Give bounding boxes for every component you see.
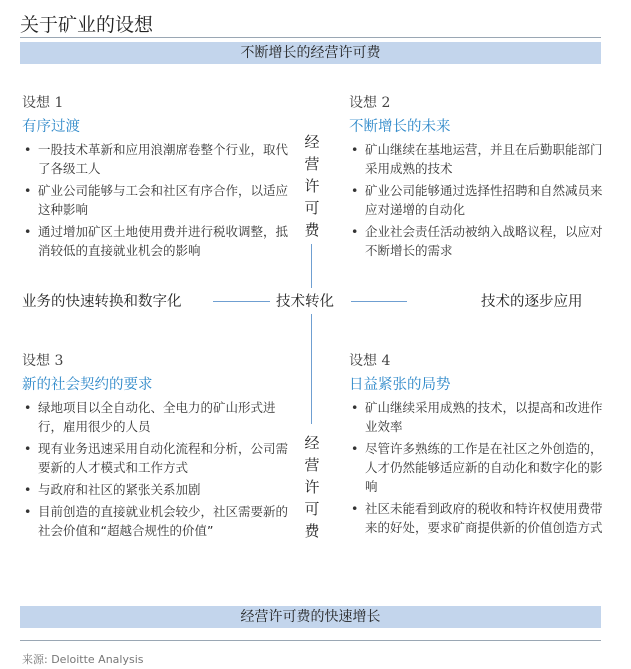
list-item: • 一股技术革新和应用浪潮席卷整个行业，取代了各级工人 — [22, 140, 292, 178]
vertical-char: 费 — [304, 522, 320, 540]
vertical-char: 许 — [304, 478, 320, 496]
quadrant-2 — [349, 92, 607, 263]
list-item: • 目前创造的直接就业机会较少，社区需要新的社会价值和“超越合规性的价值” — [22, 502, 292, 540]
axis-left-label: 业务的快速转换和数字化 — [22, 294, 182, 310]
quadrant-2-title: 不断增长的未来 — [349, 119, 451, 135]
axis-vertical-upper — [311, 244, 312, 288]
list-item: • 企业社会责任活动被纳入战略议程，以应对不断增长的需求 — [349, 222, 607, 260]
source-note: 来源: Deloitte Analysis — [22, 653, 144, 666]
quadrant-2-heading: 设想 2 — [349, 95, 391, 111]
quadrant-4-heading: 设想 4 — [349, 353, 391, 369]
quadrant-1-heading: 设想 1 — [22, 95, 64, 111]
quadrant-4 — [349, 350, 607, 540]
quadrant-4-list — [349, 398, 607, 537]
list-item: • 矿业公司能够与工会和社区有序合作，以适应这种影响 — [22, 181, 292, 219]
quadrant-1-title: 有序过渡 — [22, 119, 80, 135]
source-divider — [20, 640, 601, 641]
list-item: • 矿山继续采用成熟的技术，以提高和改进作业效率 — [349, 398, 607, 436]
list-item: • 现有业务迅速采用自动化流程和分析，公司需要新的人才模式和工作方式 — [22, 439, 292, 477]
page-title: 关于矿业的设想 — [20, 14, 154, 36]
title-divider — [20, 37, 601, 38]
axis-horizontal-left — [213, 301, 270, 302]
quadrant-3 — [22, 350, 292, 543]
quadrant-3-heading: 设想 3 — [22, 353, 64, 369]
vertical-char: 营 — [304, 155, 320, 173]
list-item: • 社区未能看到政府的税收和特许权使用费带来的好处，要求矿商提供新的价值创造方式 — [349, 499, 607, 537]
axis-center-label: 技术转化 — [276, 294, 334, 310]
axis-vertical-lower — [311, 314, 312, 424]
quadrant-1 — [22, 92, 292, 263]
vertical-char: 经 — [304, 133, 320, 151]
vertical-label-bottom — [300, 432, 324, 542]
vertical-char: 可 — [304, 199, 320, 217]
vertical-char: 许 — [304, 177, 320, 195]
quadrant-3-list — [22, 398, 292, 540]
quadrant-2-list — [349, 140, 607, 260]
top-band: 不断增长的经营许可费 — [20, 42, 601, 64]
list-item: • 尽管许多熟练的工作是在社区之外创造的，人才仍然能够适应新的自动化和数字化的影响 — [349, 439, 607, 496]
quadrant-1-list — [22, 140, 292, 260]
axis-horizontal-right — [351, 301, 407, 302]
list-item: • 矿业公司能够通过选择性招聘和自然减员来应对递增的自动化 — [349, 181, 607, 219]
vertical-label-top — [300, 131, 324, 241]
list-item: • 矿山继续在基地运营，并且在后勤职能部门采用成熟的技术 — [349, 140, 607, 178]
vertical-char: 经 — [304, 434, 320, 452]
vertical-char: 营 — [304, 456, 320, 474]
quadrant-3-title: 新的社会契约的要求 — [22, 377, 153, 393]
list-item: • 与政府和社区的紧张关系加剧 — [22, 480, 292, 499]
bottom-band: 经营许可费的快速增长 — [20, 606, 601, 628]
vertical-char: 费 — [304, 221, 320, 239]
list-item: • 通过增加矿区土地使用费并进行税收调整，抵消较低的直接就业机会的影响 — [22, 222, 292, 260]
axis-right-label: 技术的逐步应用 — [481, 294, 583, 310]
vertical-char: 可 — [304, 500, 320, 518]
list-item: • 绿地项目以全自动化、全电力的矿山形式进行，雇用很少的人员 — [22, 398, 292, 436]
quadrant-4-title: 日益紧张的局势 — [349, 377, 451, 393]
